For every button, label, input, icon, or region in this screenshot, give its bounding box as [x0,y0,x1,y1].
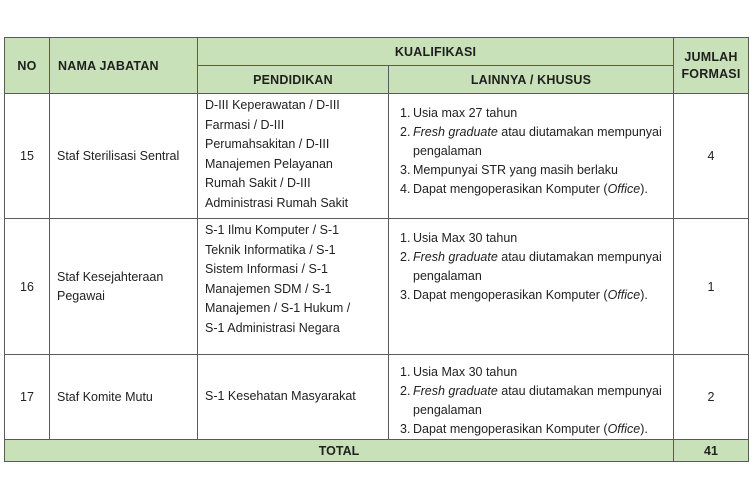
table-row [5,355,749,440]
formasi-table [4,37,749,462]
pendidikan-line: Administrasi Rumah Sakit [205,195,349,210]
row-pendidikan [198,355,389,440]
pendidikan-line: Manajemen / S-1 Hukum / [205,301,351,315]
pendidikan-line: Manajemen Pelayanan [205,156,333,171]
pendidikan-line: S-1 Administrasi Negara [205,320,340,335]
requirement-item: 2. Fresh graduate atau diutamakan mempunyai pengalaman [400,250,662,283]
row-nama-jabatan: Staf Komite Mutu [50,355,198,440]
row-jumlah-formasi: 2 [674,355,749,440]
row-lainnya-khusus [389,94,674,219]
pendidikan-line: Farmasi / D-III [205,117,285,132]
pendidikan-line: Manajemen SDM / S-1 [205,281,332,296]
nama-line: Staf Kesejahteraan [57,269,164,284]
row-jumlah-formasi: 1 [674,219,749,355]
header-pendidikan: PENDIDIKAN [198,66,389,94]
pendidikan-line: Rumah Sakit / D-III [205,176,311,190]
pendidikan-line: Teknik Informatika / S-1 [205,242,336,257]
requirement-list [400,100,669,199]
requirement-item: 1. Usia Max 30 tahun [400,365,518,379]
row-pendidikan [198,94,389,219]
header-kualifikasi: KUALIFIKASI [198,38,674,66]
pendidikan-line: Perumahsakitan / D-III [205,137,330,151]
row-pendidikan [198,219,389,355]
header-no: NO [5,38,50,94]
table-row [5,94,749,219]
requirement-item: 4. Dapat mengoperasikan Komputer (Office). [400,182,648,196]
pendidikan-line: S-1 Ilmu Komputer / S-1 [205,223,340,237]
row-jumlah-formasi: 4 [674,94,749,219]
row-nama-jabatan: Staf Sterilisasi Sentral [50,94,198,219]
row-no: 17 [5,355,50,440]
requirement-item: 3. Dapat mengoperasikan Komputer (Office). [400,288,648,302]
row-lainnya-khusus [389,355,674,440]
pendidikan-line: Sistem Informasi / S-1 [205,262,328,276]
requirement-item: 3. Mempunyai STR yang masih berlaku [400,163,618,177]
header-nama-jabatan: NAMA JABATAN [50,38,198,94]
requirement-item: 2. Fresh graduate atau diutamakan mempunyai pengalaman [400,125,662,158]
row-nama-jabatan [50,219,198,355]
header-jumlah-line2: FORMASI [681,67,741,81]
header-jumlah-line1: JUMLAH [684,50,738,64]
row-lainnya-khusus [389,219,674,355]
total-value: 41 [674,440,749,462]
total-row [5,440,749,462]
requirement-item: 2. Fresh graduate atau diutamakan mempunyai pengalaman [400,384,662,417]
header-jumlah-formasi [674,38,749,94]
requirement-list [400,225,669,305]
nama-line: Pegawai [57,288,105,303]
total-label: TOTAL [5,440,674,462]
requirement-item: 1. Usia Max 30 tahun [400,231,518,245]
row-no: 15 [5,94,50,219]
requirement-list [400,359,669,439]
header-lainnya-khusus: LAINNYA / KHUSUS [389,66,674,94]
requirement-item: 1. Usia max 27 tahun [400,106,518,120]
table-row [5,219,749,355]
requirement-item: 3. Dapat mengoperasikan Komputer (Office). [400,422,648,436]
pendidikan-line: S-1 Kesehatan Masyarakat [205,389,356,404]
pendidikan-line: D-III Keperawatan / D-III [205,98,340,112]
row-no: 16 [5,219,50,355]
